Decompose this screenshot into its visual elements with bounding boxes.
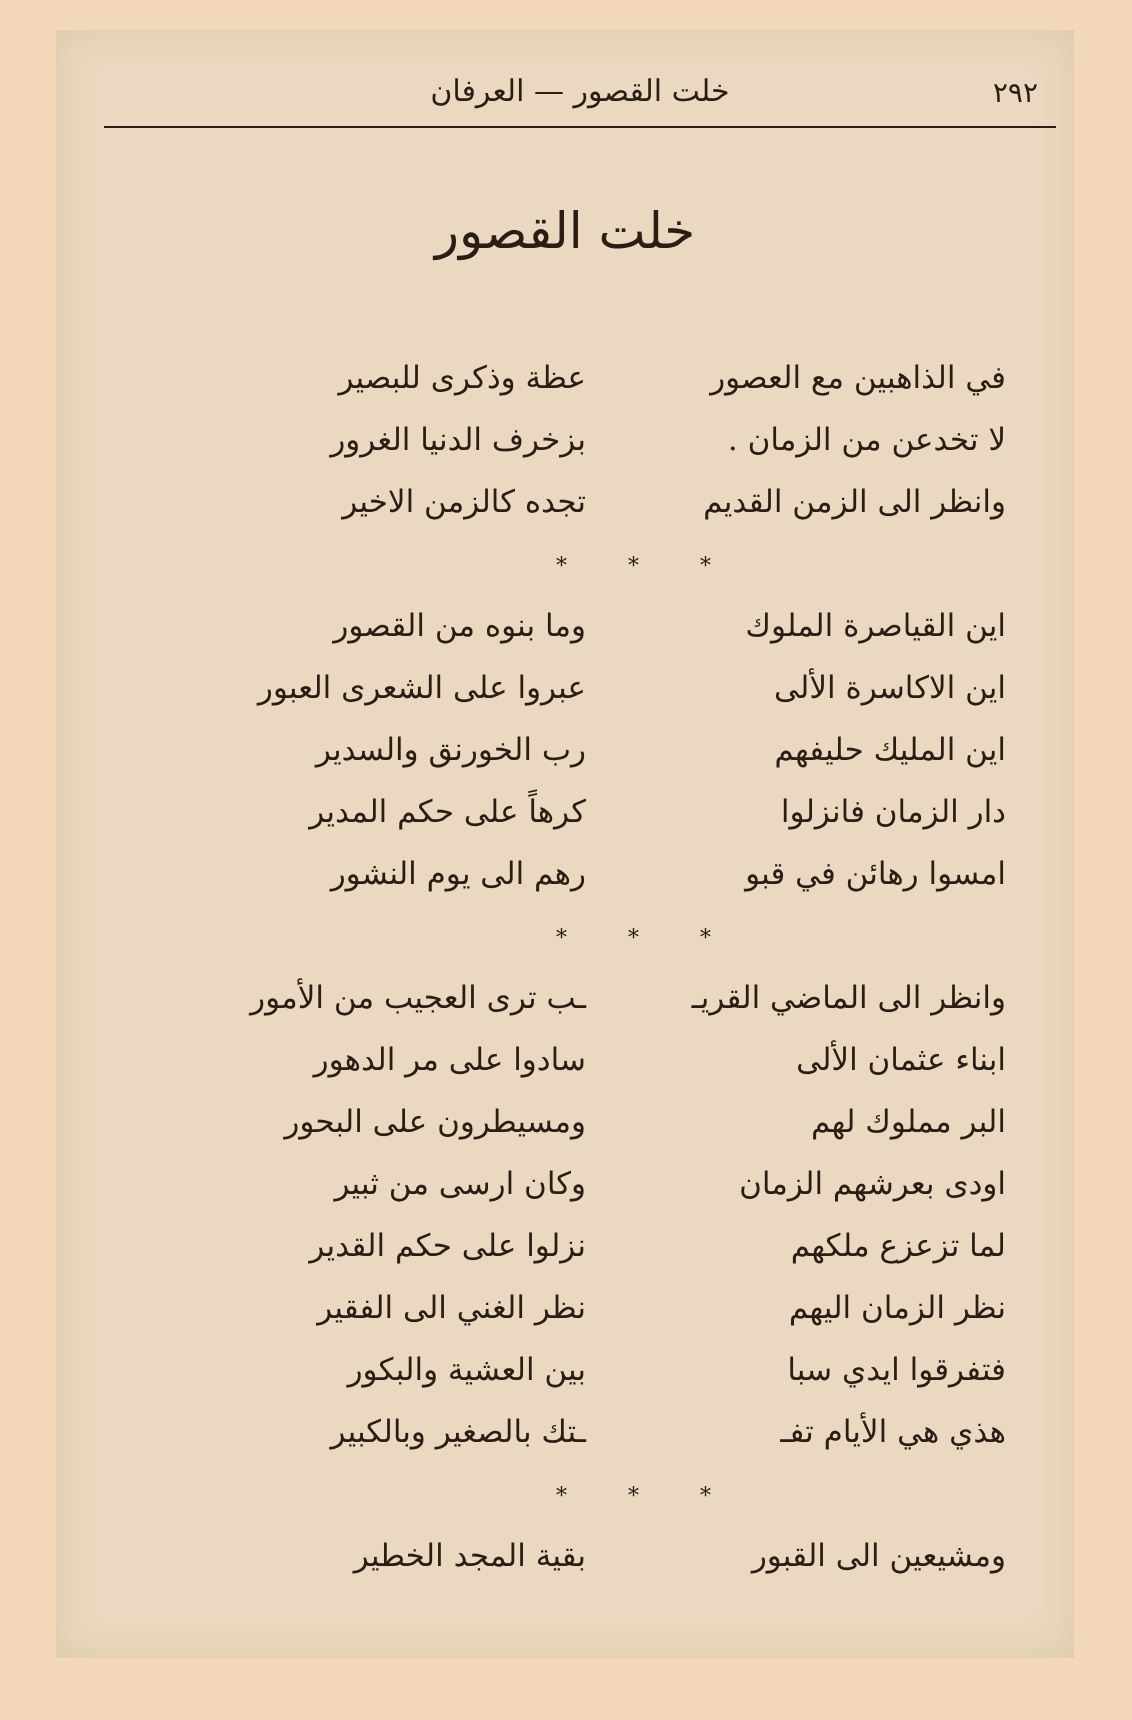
verse-first-hemistich: لما تزعزع ملكهم [790,1228,1006,1264]
verse-first-hemistich: ومشيعين الى القبور [751,1538,1006,1574]
verse-line [216,1228,1006,1290]
stanza-separator [216,1476,1006,1538]
running-header [104,70,1056,128]
verse-first-hemistich: وانظر الى الزمن القديم [703,484,1006,520]
verse-second-hemistich: نزلوا على حكم القدير [309,1228,586,1264]
verse-line [216,980,1006,1042]
asterisk-ornament: * [700,926,711,951]
verse-line [216,1166,1006,1228]
verse-line [216,1414,1006,1476]
verse-line [216,484,1006,546]
verse-line [216,1104,1006,1166]
verse-second-hemistich: بزخرف الدنيا الغرور [330,422,586,458]
verse-line [216,1290,1006,1352]
verse-second-hemistich: رهم الى يوم النشور [330,856,586,892]
verse-second-hemistich: عظة وذكرى للبصير [338,360,586,396]
verse-first-hemistich: ابناء عثمان الألى [796,1042,1006,1078]
verse-second-hemistich: ـب ترى العجيب من الأمور [250,980,586,1016]
verse-line [216,670,1006,732]
asterisk-ornament: * [628,554,639,579]
verse-second-hemistich: نظر الغني الى الفقير [317,1290,586,1326]
verse-line [216,732,1006,794]
asterisk-ornament: * [700,554,711,579]
verse-second-hemistich: بقية المجد الخطير [353,1538,586,1574]
verse-second-hemistich: ومسيطرون على البحور [284,1104,586,1140]
verse-first-hemistich: فتفرقوا ايدي سبا [787,1352,1006,1388]
asterisk-ornament: * [556,926,567,951]
page-number: ٢٩٢ [992,76,1038,109]
verse-second-hemistich: تجده كالزمن الاخير [342,484,586,520]
asterisk-ornament: * [556,554,567,579]
stanza-separator [216,546,1006,608]
verse-first-hemistich: اودى بعرشهم الزمان [739,1166,1006,1202]
verse-first-hemistich: اين القياصرة الملوك [745,608,1006,644]
verse-line [216,1538,1006,1600]
verse-first-hemistich: اين المليك حليفهم [774,732,1006,768]
verse-second-hemistich: وكان ارسى من ثبير [334,1166,586,1202]
poem-body [216,360,1006,1600]
verse-second-hemistich: بين العشية والبكور [347,1352,586,1388]
verse-first-hemistich: دار الزمان فانزلوا [780,794,1006,830]
verse-second-hemistich: عبروا على الشعرى العبور [257,670,586,706]
poem-title: خلت القصور [434,202,696,260]
verse-second-hemistich: رب الخورنق والسدير [315,732,586,768]
running-title: خلت القصور — العرفان [430,74,730,109]
verse-line [216,1042,1006,1104]
asterisk-ornament: * [556,1484,567,1509]
verse-first-hemistich: نظر الزمان اليهم [788,1290,1006,1326]
verse-first-hemistich: لا تخدعن من الزمان . [727,422,1006,458]
verse-first-hemistich: هذي هي الأيام تفـ [780,1414,1006,1450]
verse-line [216,1352,1006,1414]
verse-second-hemistich: سادوا على مر الدهور [313,1042,586,1078]
verse-first-hemistich: البر مملوك لهم [811,1104,1006,1140]
verse-line [216,794,1006,856]
verse-line [216,360,1006,422]
asterisk-ornament: * [628,1484,639,1509]
verse-line [216,856,1006,918]
asterisk-ornament: * [628,926,639,951]
verse-first-hemistich: اين الاكاسرة الألى [774,670,1006,706]
verse-first-hemistich: امسوا رهائن في قبو [745,856,1006,892]
stanza-separator [216,918,1006,980]
book-page [56,30,1074,1658]
verse-second-hemistich: ـتك بالصغير وبالكبير [330,1414,586,1450]
verse-second-hemistich: وما بنوه من القصور [333,608,586,644]
verse-second-hemistich: كرهاً على حكم المدير [309,794,586,830]
verse-line [216,422,1006,484]
verse-line [216,608,1006,670]
verse-first-hemistich: في الذاهبين مع العصور [710,360,1006,396]
asterisk-ornament: * [700,1484,711,1509]
verse-first-hemistich: وانظر الى الماضي القريـ [691,980,1006,1016]
